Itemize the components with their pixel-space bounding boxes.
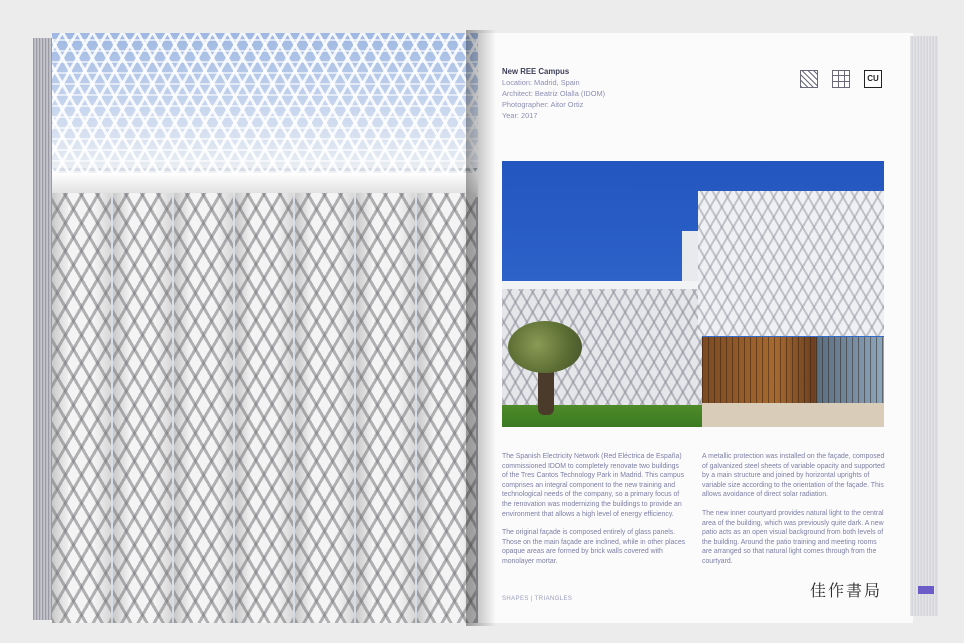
page-footer: SHAPES | TRIANGLES (502, 596, 573, 602)
gutter-shadow (466, 30, 496, 626)
building-photo (502, 161, 884, 427)
left-page-photo (52, 33, 478, 623)
project-architect: Architect: Beatriz Olalla (IDOM) (502, 89, 606, 98)
diagonal-hatch-icon (800, 70, 818, 88)
text-column-2 (702, 452, 886, 576)
grid-pattern-icon (832, 70, 850, 88)
paragraph: A metallic protection was installed on the façade, composed of galvanized steel sheets of variable opacity and supported by a main structure and joined by horizontal uprights of variable size according to the orientation of the façade. This allows avoidance of direct solar radiation. (702, 453, 885, 499)
fin-panel (113, 193, 172, 623)
paragraph: The new inner courtyard provides natural light to the central area of the building, which was previously quite dark. A new patio acts as an open visual background from both levels of the building. Around the patio training and meeting rooms are arranged so that natural light comes through from the courtyard. (702, 509, 884, 565)
olive-tree-crown (508, 321, 582, 373)
paragraph: The original façade is composed entirely of glass panels. Those on the main façade are inclined, while in other places opaque areas are formed by brick walls covered with monolayer mortar. (502, 529, 686, 565)
fin-panel (174, 193, 233, 623)
fin-panel (235, 193, 294, 623)
lawn (502, 405, 702, 427)
fin-panel (295, 193, 354, 623)
fin-panel (52, 193, 111, 623)
watermark-stamp: 佳作書局 (810, 581, 883, 600)
fin-panel (356, 193, 415, 623)
right-page-edges (910, 36, 938, 616)
project-location: Location: Madrid, Spain (502, 78, 580, 87)
paragraph: The Spanish Electricity Network (Red Eléctrica de España) commissioned IDOM to completely renovate two buildings of the Tres Cantos Technology Park in Madrid. This campus comprises an integral component to the new training and technological needs of the company, so a primary focus of the renovation was modernizing the buildings to provide an environment that allows a high level of energy efficiency. (502, 453, 685, 518)
cu-icon: CU (864, 70, 882, 88)
perforated-fins (52, 193, 478, 623)
project-title: New REE Campus (502, 67, 570, 76)
project-photographer: Photographer: Aitor Ortiz (502, 100, 584, 109)
upper-perforated-facade (698, 191, 884, 336)
paving (702, 403, 884, 427)
page-edge-accent (918, 586, 934, 594)
glass-mullions (702, 337, 884, 403)
perforated-screen-upper (52, 33, 478, 173)
project-metadata (502, 66, 702, 121)
project-year: Year: 2017 (502, 111, 538, 120)
text-column-1 (502, 452, 686, 576)
